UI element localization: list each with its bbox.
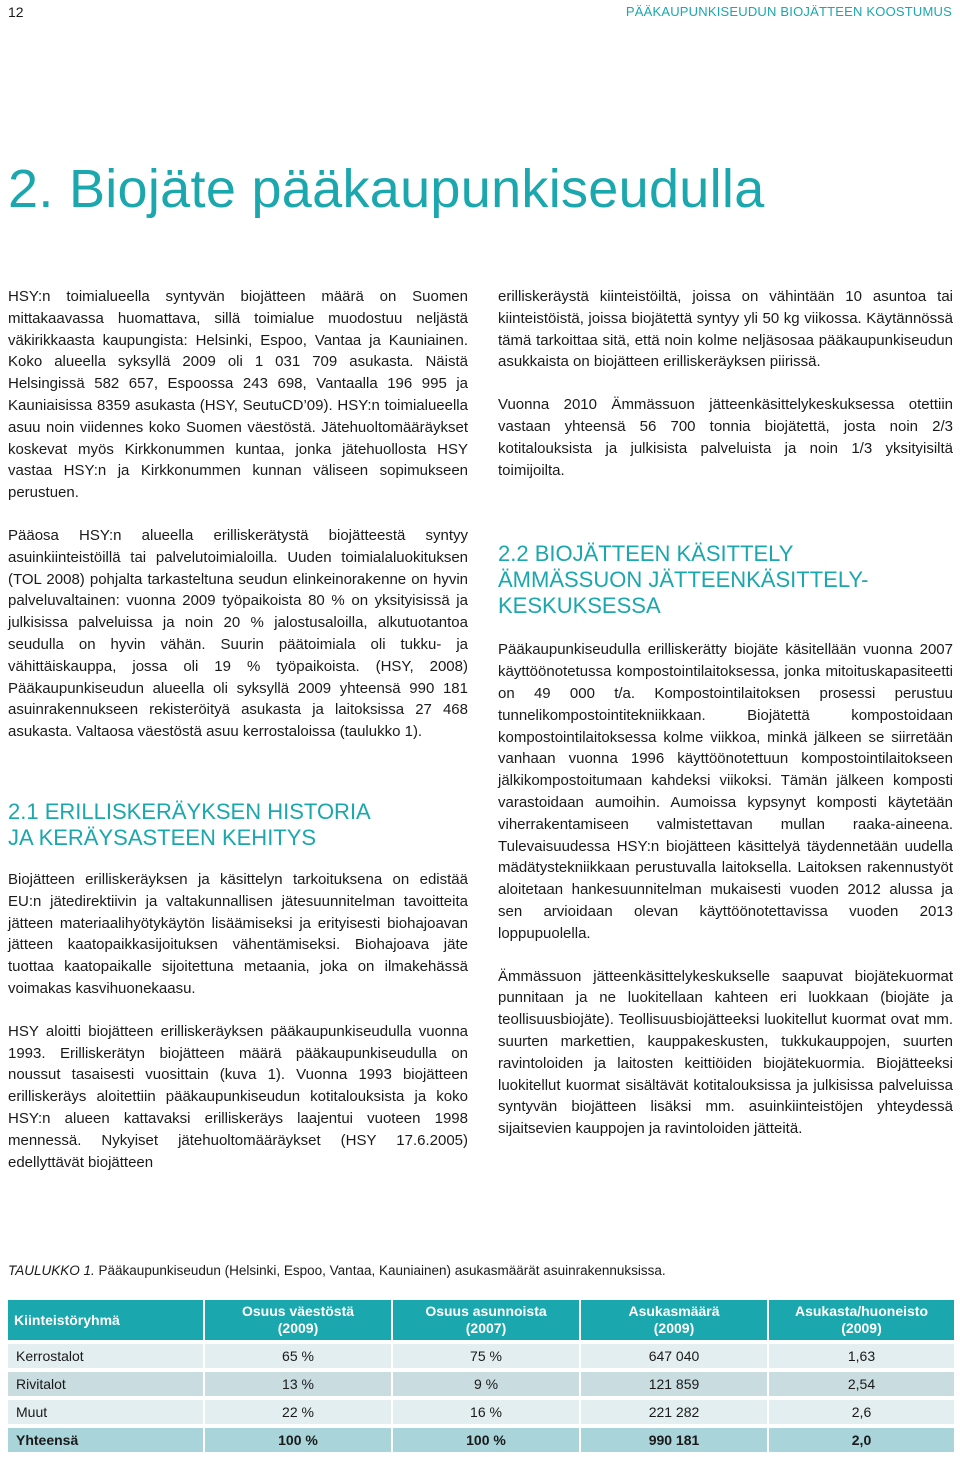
section-2-1-heading [8, 799, 468, 851]
chapter-title: 2. Biojäte pääkaupunkiseudulla [8, 159, 765, 219]
left-column [8, 286, 468, 1173]
table-cell: Rivitalot [8, 1370, 204, 1398]
table-cell: 2,6 [768, 1398, 954, 1426]
page-number: 12 [8, 4, 24, 20]
table-cell: 9 % [392, 1370, 580, 1398]
table-cell: 990 181 [580, 1426, 768, 1452]
table-caption [8, 1263, 666, 1278]
table-cell: 75 % [392, 1342, 580, 1370]
running-title: PÄÄKAUPUNKISEUDUN BIOJÄTTEEN KOOSTUMUS [625, 4, 952, 19]
right-column [498, 286, 953, 1140]
table-caption-label: TAULUKKO 1. [8, 1263, 95, 1278]
table-cell: Kerrostalot [8, 1342, 204, 1370]
column-header: Osuus asunnoista (2007) [392, 1300, 580, 1342]
table-cell: Muut [8, 1398, 204, 1426]
table-cell: 100 % [204, 1426, 392, 1452]
table-cell: 2,0 [768, 1426, 954, 1452]
section-2-2-heading [498, 541, 953, 619]
left-paragraph-3: Biojätteen erilliskeräyksen ja käsittelyn tarkoituksena on edistää EU:n jätedirektiivin ja valtakunnallisen jätesuunnitelman tavoitteita jätteen materiaalihyötykäytön lisäämiseksi ja erityisesti biohajoavan jätteen kaatopaikkasijoituksen vähentämiseksi. Biohajoava jäte tuottaa kaatopaikalle sijoitettuna metaania, joka on ilmakehässä voimakas kasvihuonekaasu. [8, 870, 468, 997]
column-header: Asukasmäärä (2009) [580, 1300, 768, 1342]
table-cell: 22 % [204, 1398, 392, 1426]
page-header [0, 0, 960, 30]
table-cell: Yhteensä [8, 1426, 204, 1452]
left-paragraph-2: Pääosa HSY:n alueella erilliskerätystä biojätteestä syntyy asuinkiinteistöillä tai palvelutoimialoilla. Uuden toimialaluokituksen (TOL 2008) pohjalta tarkasteltuna seudun elinkeinorakenne on hyvin palveluvaltainen: vuonna 2009 työpaikoista 80 % on yksityisissä ja julkisissa palveluissa ja noin 20 % jalostusaloilla, alkutuotantoa seudulla on hyvin vähän. Suurin päätoimiala oli tukku- ja vähittäiskauppa, jossa oli 19 % työpaikoista. (HSY, 2008) Pääkaupunkiseudun alueella oli syksyllä 2009 yhteensä 990 181 asuinrakennukseen rekisteröityä asukasta ja laitoksissa 27 468 asukasta. Valtaosa väestöstä asuu kerrostaloissa (taulukko 1). [8, 526, 468, 741]
left-paragraph-4: HSY aloitti biojätteen erilliskeräyksen pääkaupunkiseudulla vuonna 1993. Erilliskerätyn biojätteen määrä pääkaupunkiseudulla on noussut tasaisesti vuosittain (kuva 1). Vuonna 1993 biojätteen erilliskeräys aloitettiin pääkaupunkiseudun kotitalouksista ja koko HSY:n alueen kattavaksi erilliskeräys laajentui vuoteen 1998 mennessä. Nykyiset jätehuoltomääräykset (HSY 17.6.2005) edellyttävät biojätteen [8, 1022, 468, 1171]
table-row [8, 1370, 954, 1398]
table-cell: 647 040 [580, 1342, 768, 1370]
right-paragraph-4: Ämmässuon jätteenkäsittelykeskukselle saapuvat biojätekuormat punnitaan ja ne luokitellaan kahteen eri luokkaan (biojäte ja teollisuusbiojäte). Teollisuusbiojätteeksi luokitellut kuormat ovat mm. suurten markettien, kauppakeskusten, tukkukauppojen, suurten ravintoloiden ja laitosten keittiöiden biojätekuormia. Biojätteeksi luokitellut kuormat sisältävät kotitalouksissa ja julkisissa palveluissa syntyvän biojätteen lisäksi mm. asuinkiinteistöjen yhteydessä sijaitsevien kauppojen ja ravintoloiden jätteitä. [498, 967, 953, 1138]
right-paragraph-2: Vuonna 2010 Ämmässuon jätteenkäsittelykeskuksessa otettiin vastaan yhteensä 56 700 tonnia biojätettä, josta noin 2/3 kotitalouksista ja julkisista palveluista ja noin 1/3 yksityisiltä toimijoilta. [498, 396, 953, 479]
table-cell: 16 % [392, 1398, 580, 1426]
table-caption-text: Pääkaupunkiseudun (Helsinki, Espoo, Vantaa, Kauniainen) asukasmäärät asuinrakennuksissa. [94, 1263, 666, 1278]
left-paragraph-1: HSY:n toimialueella syntyvän biojätteen määrä on Suomen mittakaavassa huomattava, sillä toimialue muodostuu neljästä väkirikkaasta kaupungista: Helsinki, Espoo, Vantaa ja Kauniainen. Koko alueella syksyllä 2009 oli 1 031 709 asukasta. Näistä Helsingissä 582 657, Espoossa 243 698, Vantaalla 196 995 ja Kauniaisissa 8359 asukasta (HSY, SeutuCD’09). HSY:n toimialueella asuu noin viidennes koko Suomen väestöstä. Jätehuoltomääräykset koskevat myös Kirkkonummen kuntaa, jonka jätehuollosta HSY vastaa HSY:n ja Kirkkonummen kunnan väliseen sopimukseen perustuen. [8, 288, 468, 502]
table-cell: 2,54 [768, 1370, 954, 1398]
section-2-2-heading-line2: ÄMMÄSSUON JÄTTEENKÄSITTELY- [498, 567, 869, 593]
section-2-1-heading-line2: JA KERÄYSASTEEN KEHITYS [8, 824, 317, 850]
table-cell: 65 % [204, 1342, 392, 1370]
table-cell: 13 % [204, 1370, 392, 1398]
column-header: Asukasta/huoneisto (2009) [768, 1300, 954, 1342]
table-cell: 100 % [392, 1426, 580, 1452]
table-cell: 1,63 [768, 1342, 954, 1370]
table-row [8, 1342, 954, 1370]
right-paragraph-3: Pääkaupunkiseudulla erilliskerätty biojäte käsitellään vuonna 2007 käyttöönotetussa kompostointilaitoksessa, jonka mitoituskapasiteetti on 49 000 t/a. Kompostointilaitoksen prosessi perustuu tunnelikompostointitekniikkaan. Biojätettä kompostoidaan kompostointilaitoksessa kolme viikkoa, minkä jälkeen se siirretään vanhaan vuonna 1996 käyttöönotettuun kompostointilaitokseen jälkikompostoitumaan kahdeksi viikoksi. Tämän jälkeen komposti varastoidaan aumoihin. Aumoissa kypsynyt komposti käytetään viherrakentamiseen valmistettavan mullan raaka-aineena. Tulevaisuudessa HSY:n biojätteen käsittelyä täydennetään uudella mädätystekniikkaan perustuvalla laitoksella. Laitoksen rakennustyöt aloitetaan hankesuunnitelman mukaisesti vuoden 2012 alussa ja sen arvioidaan olevan käyttöönotettavissa vuoden 2013 loppupuolella. [498, 641, 953, 942]
column-header: Kiinteistöryhmä [8, 1300, 204, 1342]
population-table [8, 1300, 954, 1452]
table-header-row [8, 1300, 954, 1342]
table-cell: 121 859 [580, 1370, 768, 1398]
section-2-2-heading-line1: 2.2 BIOJÄTTEEN KÄSITTELY [498, 541, 794, 567]
table-total-row [8, 1426, 954, 1452]
column-header: Osuus väestöstä (2009) [204, 1300, 392, 1342]
table-row [8, 1398, 954, 1426]
table-cell: 221 282 [580, 1398, 768, 1426]
right-paragraph-1: erilliskeräystä kiinteistöiltä, joissa on vähintään 10 asuntoa tai kiinteistöistä, joissa biojätettä syntyy yli 50 kg viikossa. Käytännössä tämä tarkoittaa sitä, että noin kolme neljäsosaa pääkaupunkiseudun asukkaista on biojätteen erilliskeräyksen piirissä. [498, 288, 953, 371]
section-2-1-heading-line1: 2.1 ERILLISKERÄYKSEN HISTORIA [8, 798, 371, 824]
section-2-2-heading-line3: KESKUKSESSA [498, 593, 661, 619]
